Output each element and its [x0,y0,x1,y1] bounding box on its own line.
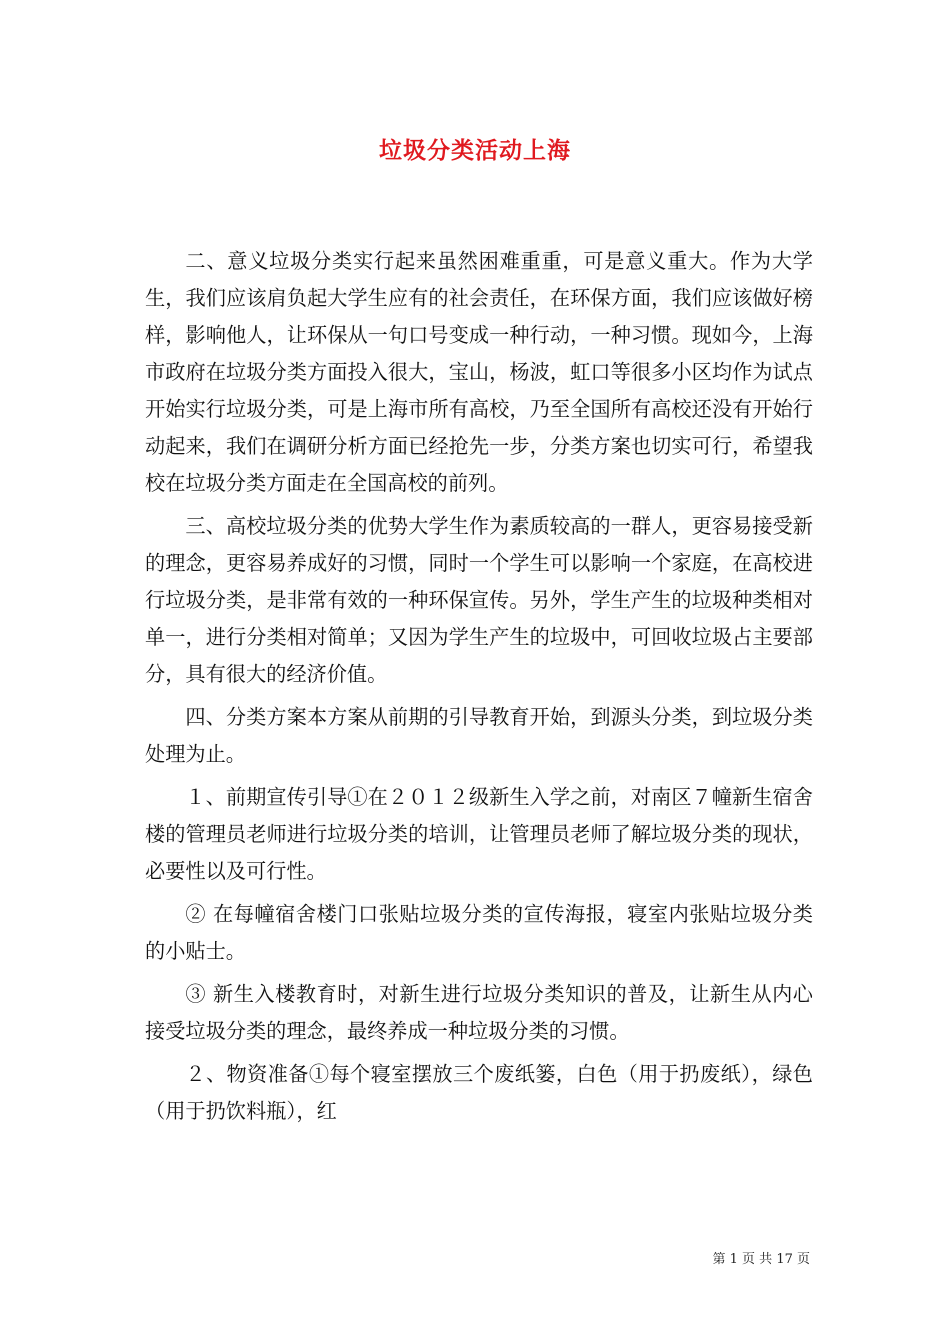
paragraph-advantages: 三、高校垃圾分类的优势大学生作为素质较高的一群人，更容易接受新的理念，更容易养成好的习惯，同时一个学生可以影响一个家庭，在高校进行垃圾分类，是非常有效的一种环保宣传。另外，学生产生的垃圾种类相对单一，进行分类相对简单；又因为学生产生的垃圾中，可回收垃圾占主要部分，具有很大的经济价值。 [145,514,813,686]
paragraph-significance: 二、意义垃圾分类实行起来虽然困难重重，可是意义重大。作为大学生，我们应该肩负起大学生应有的社会责任，在环保方面，我们应该做好榜样，影响他人，让环保从一句口号变成一种行动，一种习惯。现如今，上海市政府在垃圾分类方面投入很大，宝山，杨波，虹口等很多小区均作为试点开始实行垃圾分类，可是上海市所有高校，乃至全国所有高校还没有开始行动起来，我们在调研分析方面已经抢先一步，分类方案也切实可行，希望我校在垃圾分类方面走在全国高校的前列。 [145,249,813,495]
document-body [145,243,813,1136]
paragraph-posters: ② 在每幢宿舍楼门口张贴垃圾分类的宣传海报，寝室内张贴垃圾分类的小贴士。 [145,902,813,963]
document-title: 垃圾分类活动上海 [379,137,571,164]
paragraph-plan: 四、分类方案本方案从前期的引导教育开始，到源头分类，到垃圾分类处理为止。 [145,705,813,766]
paragraph-materials: ２、物资准备①每个寝室摆放三个废纸篓，白色（用于扔废纸），绿色（用于扔饮料瓶），红 [145,1062,813,1123]
paragraph-education: ③ 新生入楼教育时，对新生进行垃圾分类知识的普及，让新生从内心接受垃圾分类的理念，最终养成一种垃圾分类的习惯。 [145,982,813,1043]
paragraph-publicity: １、前期宣传引导①在２０１２级新生入学之前，对南区７幢新生宿舍楼的管理员老师进行垃圾分类的培训，让管理员老师了解垃圾分类的现状，必要性以及可行性。 [145,785,813,883]
page-number: 第 1 页 共 17 页 [712,1252,810,1267]
